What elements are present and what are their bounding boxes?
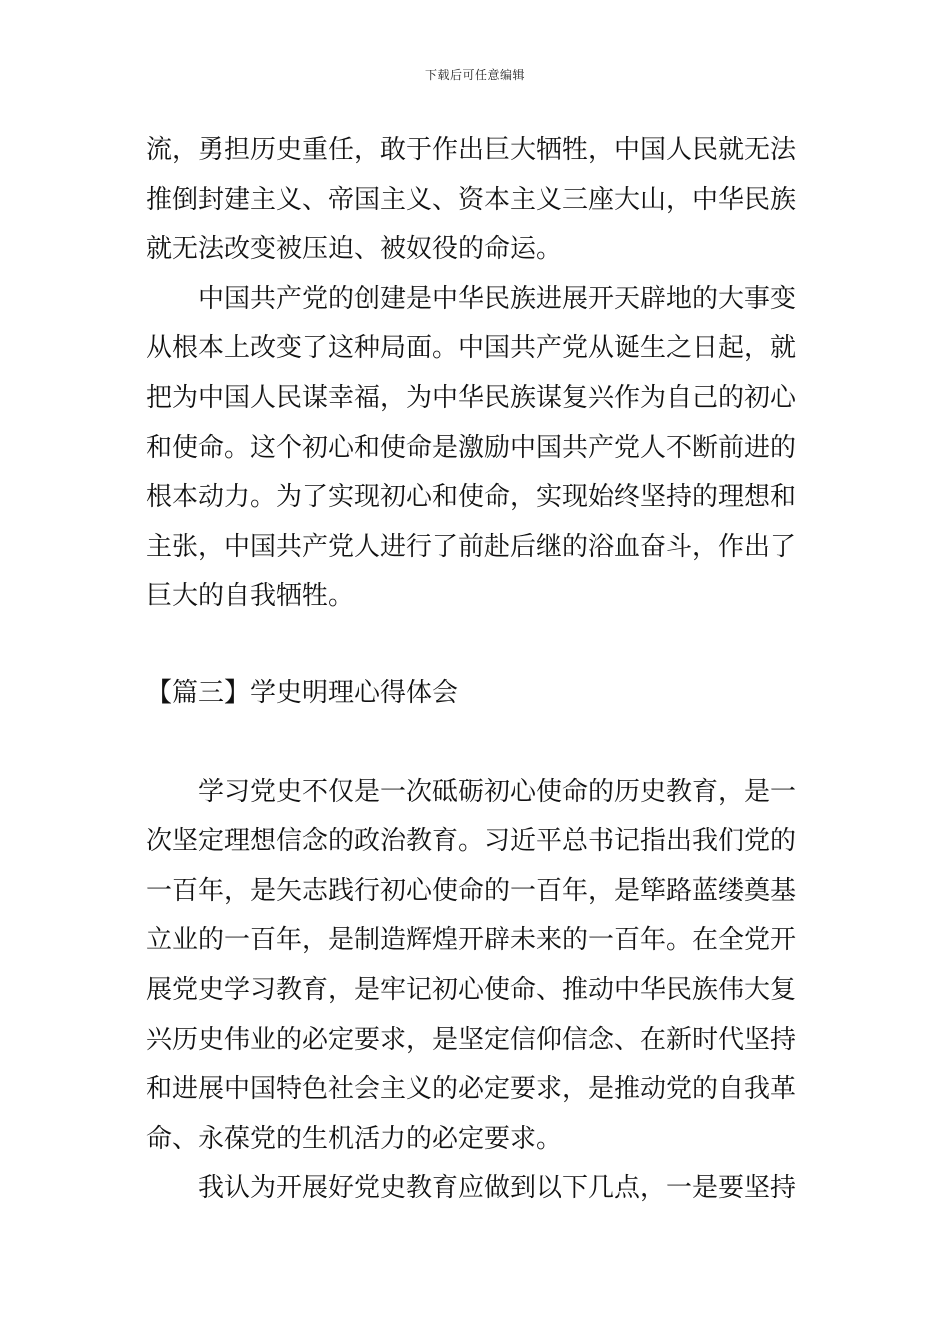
text-line: 推倒封建主义、帝国主义、资本主义三座大山，中华民族 (146, 184, 797, 215)
paragraph (146, 126, 808, 275)
text-line: 和进展中国特色社会主义的必定要求，是推动党的自我革 (146, 1074, 797, 1105)
text-line: 立业的一百年，是制造辉煌开辟未来的一百年。在全党开 (146, 925, 797, 956)
heading-spacer (146, 719, 808, 768)
text-line: 学习党史不仅是一次砥砺初心使命的历史教育，是一 (198, 776, 797, 807)
text-line: 展党史学习教育，是牢记初心使命、推动中华民族伟大复 (146, 974, 797, 1005)
paragraph (146, 1164, 808, 1214)
text-line: 根本动力。为了实现初心和使命，实现始终坚持的理想和 (146, 482, 797, 513)
text-line: 巨大的自我牺牲。 (146, 581, 355, 612)
text-line: 次坚定理想信念的政治教育。习近平总书记指出我们党的 (146, 826, 797, 857)
paragraph (146, 275, 808, 622)
text-line: 从根本上改变了这种局面。中国共产党从诞生之日起，就 (146, 333, 797, 364)
section-spacer (146, 622, 808, 669)
text-line: 就无法改变被压迫、被奴役的命运。 (146, 234, 563, 265)
section-heading: 【篇三】学史明理心得体会 (146, 677, 459, 708)
text-line: 和使命。这个初心和使命是激励中国共产党人不断前进的 (146, 432, 797, 463)
text-line: 流，勇担历史重任，敢于作出巨大牺牲，中国人民就无法 (146, 135, 797, 165)
text-line: 命、永葆党的生机活力的必定要求。 (146, 1123, 563, 1154)
text-line: 主张，中国共产党人进行了前赴后继的浴血奋斗，作出了 (146, 531, 797, 562)
document-body (146, 126, 808, 1214)
paragraph (146, 768, 808, 1165)
text-line: 兴历史伟业的必定要求，是坚定信仰信念、在新时代坚持 (146, 1024, 797, 1055)
text-line: 把为中国人民谋幸福，为中华民族谋复兴作为自己的初心 (146, 382, 797, 413)
text-line: 我认为开展好党史教育应做到以下几点，一是要坚持 (198, 1173, 797, 1204)
text-line: 一百年，是矢志践行初心使命的一百年，是筚路蓝缕奠基 (146, 875, 797, 906)
text-line: 中国共产党的创建是中华民族进展开天辟地的大事变 (198, 283, 797, 314)
page-header: 下载后可任意编辑 (424, 68, 525, 82)
